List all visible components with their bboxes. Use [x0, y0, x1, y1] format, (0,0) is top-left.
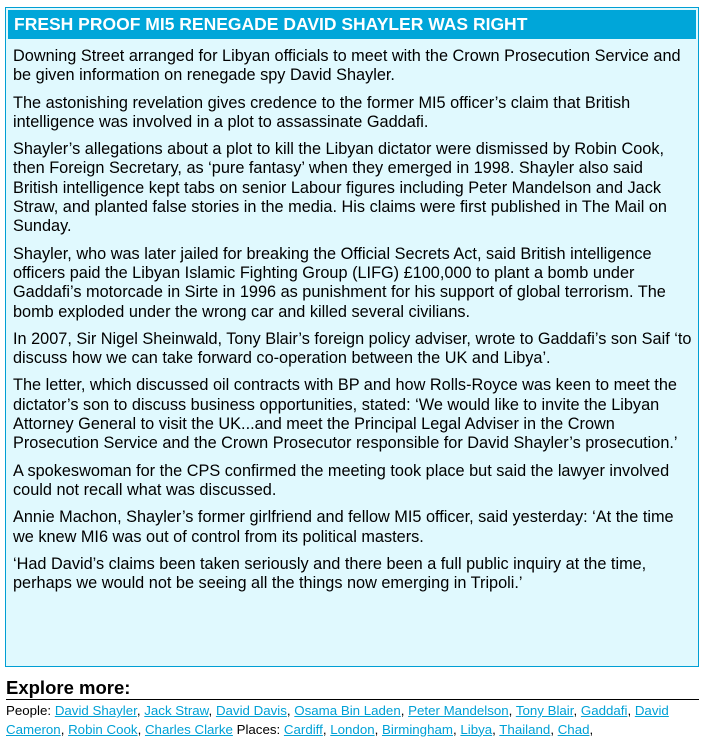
explore-link[interactable]: Jack Straw — [144, 703, 209, 718]
people-label: People: — [6, 703, 52, 718]
explore-link[interactable]: Peter Mandelson — [408, 703, 509, 718]
article-paragraph: Shayler, who was later jailed for breaking the Official Secrets Act, said British intelligence officers paid the Libyan Islamic Fighting Group (LIFG) £100,000 to plant a bomb under Gaddafi’s motorcade in Sirte in 1996 as punishment for his support of global terrorism. The bomb exploded under the wrong car and killed several civilians. — [13, 244, 666, 321]
explore-link[interactable]: Birmingham — [382, 721, 453, 737]
fact-box-title: FRESH PROOF MI5 RENEGADE DAVID SHAYLER WAS RIGHT — [8, 10, 696, 39]
article-paragraph: A spokeswoman for the CPS confirmed the meeting took place but said the lawyer involved could not recall what was discussed. — [13, 461, 670, 499]
article-paragraph: Annie Machon, Shayler’s former girlfriend and fellow MI5 officer, said yesterday: ‘At the time we knew MI6 was out of control from its political masters. — [13, 508, 674, 546]
explore-link[interactable]: David Cameron — [6, 703, 669, 737]
explore-link[interactable]: London — [330, 721, 375, 737]
explore-link[interactable]: Cardiff — [283, 721, 323, 737]
article-paragraph: In 2007, Sir Nigel Sheinwald, Tony Blair’s foreign policy adviser, wrote to Gaddafi’s son Saif ‘to discuss how we can take forward co-operation between the UK and Libya’. — [13, 329, 692, 368]
article-paragraph: Shayler’s allegations about a plot to kill the Libyan dictator were dismissed by Robin Cook, then Foreign Secretary, as ‘pure fantasy’ when they emerged in 1998. Shayler also said British intelligence kept tabs on senior Labour figures including Peter Mandelson and Jack Straw, and planted false stories in the media. His claims were first published in The Mail on Sunday. — [13, 140, 667, 236]
explore-more-links — [6, 702, 699, 739]
fact-box — [5, 7, 699, 667]
explore-link[interactable]: Tony Blair — [515, 703, 574, 718]
places-label: Places: — [236, 721, 281, 737]
article-paragraph: The letter, which discussed oil contracts with BP and how Rolls-Royce was keen to meet the dictator’s son to discuss business opportunities, stated: ‘We would like to invite the Libyan Attorney General to visit the UK...and meet the Principal Legal Adviser in the Crown Prosecution Service and the Crown Prosecutor responsible for David Shayler’s prosecution.’ — [13, 376, 678, 453]
explore-more-section — [6, 677, 699, 739]
explore-more-heading: Explore more: — [6, 677, 699, 700]
places-links: Cardiff, London, Birmingham, Libya, Thailand, Chad, — [283, 721, 594, 737]
explore-link[interactable]: Robin Cook — [68, 721, 138, 737]
article-paragraph: Downing Street arranged for Libyan officials to meet with the Crown Prosecution Service and be given information on renegade spy David Shayler. — [13, 47, 681, 85]
explore-link[interactable]: Thailand — [499, 721, 551, 737]
article-paragraph: The astonishing revelation gives credence to the former MI5 officer’s claim that British intelligence was involved in a plot to assassinate Gaddafi. — [13, 93, 631, 131]
explore-link[interactable]: Libya — [460, 721, 493, 737]
explore-link[interactable]: David Davis — [215, 703, 287, 718]
people-links: David Shayler, Jack Straw, David Davis, Osama Bin Laden, Peter Mandelson, Tony Blair, Gaddafi, David Cameron, Robin Cook, Charles Clarke — [6, 703, 669, 737]
fact-box-body — [6, 41, 698, 593]
explore-link[interactable]: Charles Clarke — [144, 721, 233, 737]
explore-link[interactable]: David Shayler — [54, 703, 137, 718]
article-paragraph: ‘Had David’s claims been taken seriously and there been a full public inquiry at the time, perhaps we would not be seeing all the things now emerging in Tripoli.’ — [13, 554, 647, 593]
explore-link[interactable]: Osama Bin Laden — [294, 703, 401, 718]
explore-link[interactable]: Chad — [557, 721, 590, 737]
explore-link[interactable]: Gaddafi — [580, 703, 628, 718]
